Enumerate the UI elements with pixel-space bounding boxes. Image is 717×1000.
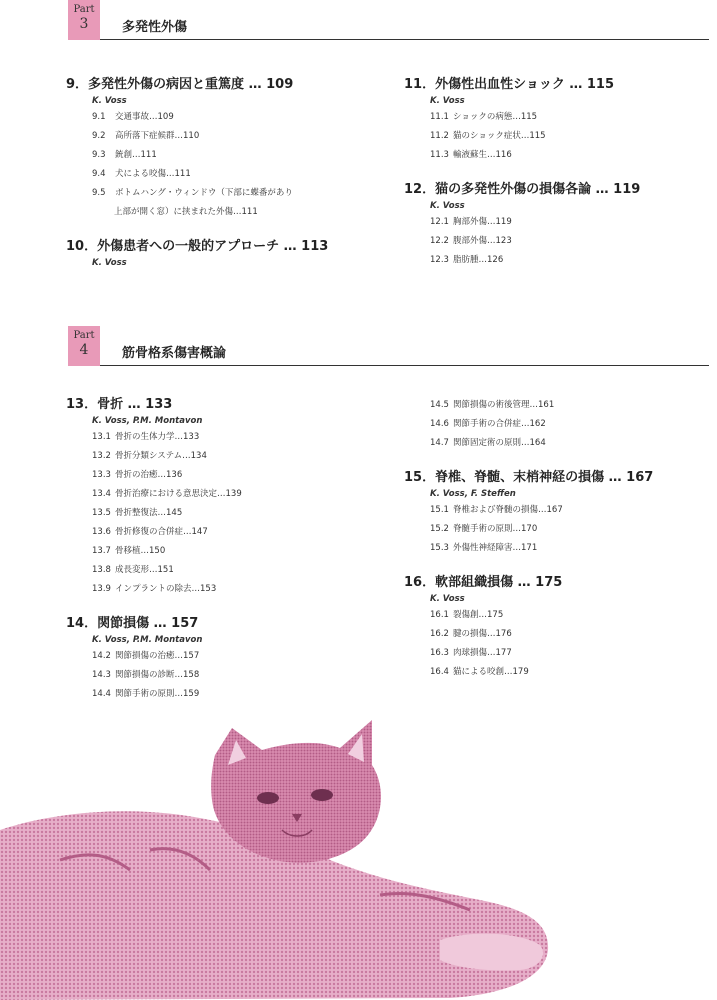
chapter-author: K. Voss (430, 594, 465, 604)
chapter-title: 13．骨折 … 133 (66, 397, 173, 412)
section-item[interactable]: 9.5 ボトムハング・ウィンドウ（下部に蝶番があり (92, 188, 293, 198)
part4-left-column (66, 396, 396, 704)
chapter-author: K. Voss, F. Steffen (430, 489, 516, 499)
section-item[interactable]: 12.2 腹部外傷…123 (430, 236, 512, 246)
chapter-9[interactable] (66, 76, 386, 222)
section-item[interactable]: 14.5 関節損傷の術後管理…161 (430, 400, 555, 410)
part3-left-column (66, 76, 386, 270)
section-item[interactable]: 15.3 外傷性神経障害…171 (430, 543, 538, 553)
chapter-author: K. Voss (430, 201, 465, 211)
part4-header (68, 326, 709, 366)
section-item[interactable]: 13.9 インプラントの除去…153 (92, 584, 217, 594)
chapter-10[interactable] (66, 238, 386, 270)
part4-badge-number: 4 (79, 342, 89, 358)
part3-right-column (404, 76, 704, 270)
chapter-14[interactable] (66, 615, 396, 704)
part3-title: 多発性外傷 (122, 20, 188, 35)
chapter-11[interactable] (404, 76, 704, 165)
section-item[interactable]: 13.5 骨折整復法…145 (92, 508, 183, 518)
section-item[interactable]: 13.2 骨折分類システム…134 (92, 451, 207, 461)
section-item[interactable]: 14.7 関節固定術の原則…164 (430, 438, 546, 448)
chapter-author: K. Voss (430, 96, 465, 106)
chapter-title: 12．猫の多発性外傷の損傷各論 … 119 (404, 182, 641, 197)
section-item[interactable]: 11.1 ショックの病態…115 (430, 112, 538, 122)
chapter-title: 14．関節損傷 … 157 (66, 616, 199, 631)
section-item[interactable]: 13.8 成長変形…151 (92, 565, 174, 575)
chapter-13[interactable] (66, 396, 396, 599)
section-item[interactable]: 16.2 腱の損傷…176 (430, 629, 512, 639)
section-item[interactable]: 15.1 脊椎および脊髄の損傷…167 (430, 505, 563, 515)
section-item[interactable]: 9.1 交通事故…109 (92, 112, 174, 122)
chapter-title: 11．外傷性出血性ショック … 115 (404, 77, 615, 92)
part3-badge-number: 3 (79, 16, 89, 32)
section-item[interactable]: 13.7 骨移植…150 (92, 546, 166, 556)
section-item[interactable]: 13.3 骨折の治癒…136 (92, 470, 183, 480)
cat-illustration (0, 710, 560, 1000)
part3-badge-label: Part (73, 4, 95, 15)
section-item-continued[interactable]: 上部が開く窓）に挟まれた外傷…111 (114, 207, 258, 217)
part3-header (68, 0, 709, 40)
section-item[interactable]: 13.6 骨折修復の合併症…147 (92, 527, 208, 537)
chapter-12[interactable] (404, 181, 704, 270)
section-item[interactable]: 9.4 犬による咬傷…111 (92, 169, 191, 179)
section-item[interactable]: 14.3 関節損傷の診断…158 (92, 670, 200, 680)
section-item[interactable]: 12.1 胸部外傷…119 (430, 217, 512, 227)
chapter-author: K. Voss (92, 96, 127, 106)
part3-badge (68, 0, 100, 40)
part4-badge-label: Part (73, 330, 95, 341)
section-item[interactable]: 13.1 骨折の生体力学…133 (92, 432, 200, 442)
part4-badge (68, 326, 100, 366)
section-item[interactable]: 14.2 関節損傷の治癒…157 (92, 651, 200, 661)
chapter-title: 16．軟部組織損傷 … 175 (404, 575, 563, 590)
chapter-title: 9．多発性外傷の病因と重篤度 … 109 (66, 77, 294, 92)
chapter-author: K. Voss (92, 258, 127, 268)
section-item[interactable]: 12.3 脂肪腫…126 (430, 255, 504, 265)
part4-rule (100, 365, 709, 366)
section-item[interactable]: 14.4 関節手術の原則…159 (92, 689, 200, 699)
chapter-title: 10．外傷患者への一般的アプローチ … 113 (66, 239, 329, 254)
section-item[interactable]: 13.4 骨折治療における意思決定…139 (92, 489, 242, 499)
section-item[interactable]: 15.2 脊髄手術の原則…170 (430, 524, 538, 534)
chapter-15[interactable] (404, 469, 704, 558)
section-item[interactable]: 16.3 肉球損傷…177 (430, 648, 512, 658)
section-item[interactable]: 16.1 裂傷創…175 (430, 610, 504, 620)
section-item[interactable]: 16.4 猫による咬創…179 (430, 667, 529, 677)
chapter-author: K. Voss, P.M. Montavon (92, 416, 203, 426)
chapter-title: 15．脊椎、脊髄、末梢神経の損傷 … 167 (404, 470, 654, 485)
section-item[interactable]: 11.2 猫のショック症状…115 (430, 131, 546, 141)
section-item[interactable]: 14.6 関節手術の合併症…162 (430, 419, 546, 429)
section-item[interactable]: 11.3 輸液蘇生…116 (430, 150, 512, 160)
part3-rule (100, 39, 709, 40)
section-item[interactable]: 9.3 銃創…111 (92, 150, 157, 160)
part4-right-column (404, 396, 704, 682)
chapter-author: K. Voss, P.M. Montavon (92, 635, 203, 645)
chapter-16[interactable] (404, 574, 704, 682)
section-item[interactable]: 9.2 高所落下症候群…110 (92, 131, 200, 141)
part4-title: 筋骨格系傷害概論 (122, 346, 227, 361)
